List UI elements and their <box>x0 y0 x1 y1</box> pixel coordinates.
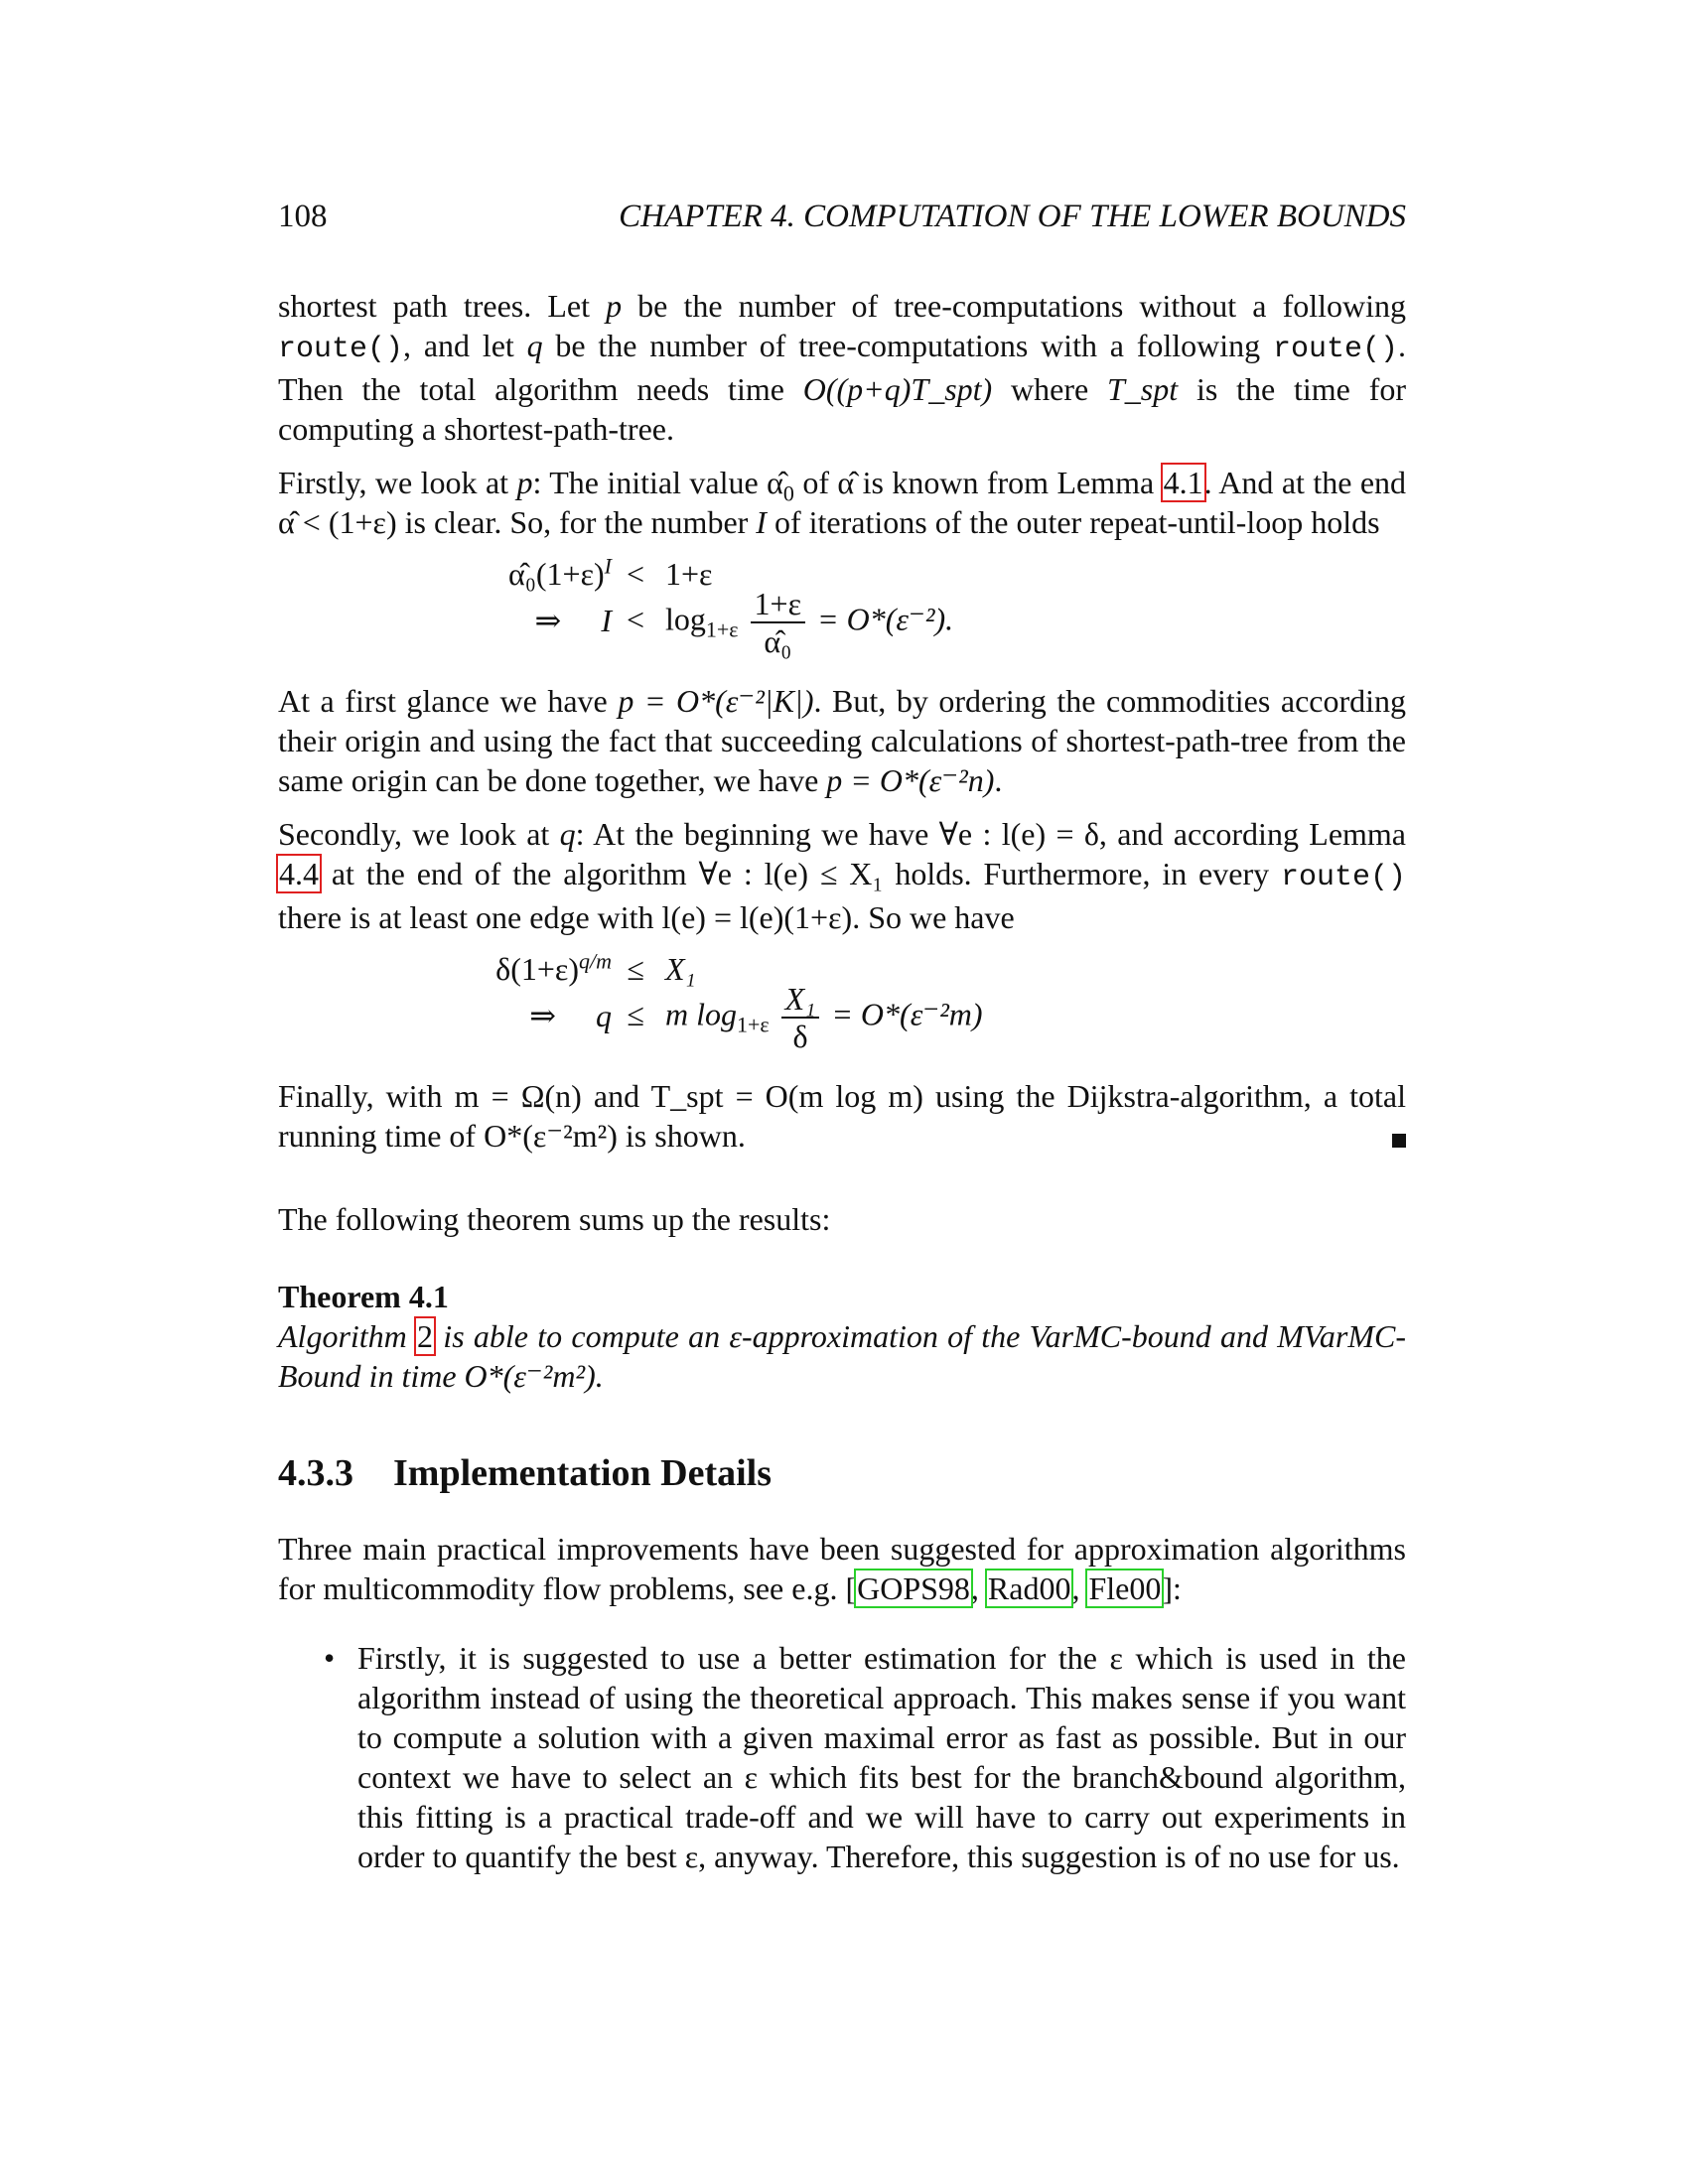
eq-lhs: $\alphâ_0(1+\varepsilon)^I$ <box>507 553 612 592</box>
chapter-title: CHAPTER 4. COMPUTATION OF THE LOWER BOUNDS <box>619 199 1406 234</box>
code-route: route() <box>1272 333 1399 366</box>
text: Three main practical improvements have been suggested for approximation algorithms for multicommodity flow problems, see e.g. [ <box>278 1531 1406 1606</box>
citation-link[interactable]: Rad00 <box>987 1570 1071 1606</box>
paragraph-finally <box>278 1076 1406 1156</box>
math-q: q <box>559 816 576 852</box>
paragraph-first-glance <box>278 681 1406 800</box>
text: is able to compute an ε-approximation of the VarMC-bound and MVarMC-Bound in time O*(ε⁻²m²). <box>278 1318 1407 1394</box>
theorem-title: Theorem 4.1 <box>278 1279 449 1314</box>
text: where <box>992 371 1107 407</box>
improvements-list <box>278 1638 1406 1876</box>
text: of iterations of the outer repeat-until-loop holds <box>766 504 1380 540</box>
paragraph-improvements: Three main practical improvements have been suggested for approximation algorithms for multicommodity flow problems, see e.g. [GOPS98, Rad00, Fle00]: <box>278 1531 1406 1606</box>
subscript: 0 <box>782 480 794 506</box>
fraction: $\frac{1+\varepsilon}{\text{α̂₀}}$ <box>751 586 805 659</box>
math-q: q <box>526 328 543 363</box>
lemma-ref-link[interactable]: 4.4 <box>279 856 319 891</box>
bullet-icon: • <box>324 1640 336 1676</box>
eq-rhs: X₁ <box>665 951 696 987</box>
citation-link[interactable]: Fle00 <box>1088 1570 1162 1606</box>
text: shortest path trees. Let <box>278 288 607 324</box>
section-heading <box>278 1451 1406 1495</box>
eq-relation: < <box>626 602 645 637</box>
text: . But, by ordering the commodities according their origin and using the fact that succeeding calculations of shortest-path-tree from the same origin can be done together, we have <box>278 683 1407 798</box>
paragraph-secondly <box>278 814 1406 937</box>
eq-rhs: $\log_{1+\varepsilon}$ $\frac{1+\varepsilon}{\text{α̂₀}}$ = O*(ε⁻²). <box>665 586 954 659</box>
code-route: route() <box>278 333 404 366</box>
eq-rhs: m $\log_{1+\varepsilon}$ $\frac{\text{X₁}}{\delta}$ = O*(ε⁻²m) <box>665 981 983 1054</box>
text: . Then the total algorithm needs time <box>278 328 1407 407</box>
algorithm-ref-link[interactable]: 2 <box>417 1318 434 1354</box>
paragraph-theorem-intro <box>278 1199 1406 1239</box>
text: be the number of tree-computations with a following <box>542 328 1273 363</box>
running-header <box>278 199 1406 238</box>
list-item-text: Firstly, it is suggested to use a better estimation for the ε which is used in the algorithm instead of using the theoretical approach. This makes sense if you want to compute a solution with a given maximal error as fast as possible. But in our context we have to select an ε which fits best for the branch&bound algorithm, this fitting is a practical trade-off and we will have to carry out experiments in order to quantify the best ε, anyway. Therefore, this suggestion is of no use for us. <box>357 1640 1406 1874</box>
citation-link[interactable]: GOPS98 <box>857 1570 970 1606</box>
text: : The initial value α̂ <box>532 465 783 500</box>
math: p = O*(ε⁻²|K|) <box>618 683 814 719</box>
page-number: 108 <box>278 199 328 234</box>
eq-lhs: ⇒ q <box>529 998 612 1033</box>
math-tspt: T_spt <box>1107 371 1179 407</box>
qed-square-icon <box>1392 1134 1406 1148</box>
eq-relation: ≤ <box>627 997 644 1032</box>
code-route: route() <box>1280 861 1406 894</box>
math-time: O((p+q)T_spt) <box>802 371 993 407</box>
section-number: 4.3.3 <box>278 1452 353 1494</box>
eq-lhs: $\delta(1+\varepsilon)^{q/m}$ <box>495 948 612 987</box>
eq-relation: ≤ <box>627 951 644 987</box>
text: At a first glance we have <box>278 683 619 719</box>
eq-lhs: ⇒ I <box>534 603 612 638</box>
text: . And at the end α̂ < (1+ε) is clear. So, for the number <box>278 465 1407 540</box>
math-p: p <box>606 288 623 324</box>
text: . <box>994 762 1003 798</box>
text: be the number of tree-computations without a following <box>622 288 1407 324</box>
math-p: p <box>516 465 533 500</box>
paragraph-intro <box>278 286 1406 449</box>
text: : At the beginning we have ∀e : l(e) = δ, and according Lemma <box>575 816 1407 852</box>
page-body <box>278 286 1406 1876</box>
math-i: I <box>756 504 767 540</box>
text: Firstly, we look at <box>278 465 517 500</box>
theorem-body <box>278 1316 1406 1396</box>
text: there is at least one edge with l(e) = l(e)(1+ε). So we have <box>278 899 1015 935</box>
lemma-ref-link[interactable]: 4.1 <box>1163 465 1203 500</box>
fraction: $\frac{\text{X₁}}{\delta}$ <box>781 981 820 1054</box>
math: p = O*(ε⁻²n) <box>826 762 995 798</box>
paragraph-firstly <box>278 463 1406 542</box>
eq-relation: < <box>626 556 645 592</box>
text: Algorithm <box>278 1318 417 1354</box>
eq-rhs: 1+ε <box>665 556 713 592</box>
equation-q-bound <box>278 945 1406 1064</box>
text: , and let <box>403 328 527 363</box>
text: at the end of the algorithm ∀e : l(e) ≤ X₁ holds. Furthermore, in every <box>320 856 1281 891</box>
list-item <box>324 1638 1406 1876</box>
text: Secondly, we look at <box>278 816 560 852</box>
text: ]: <box>1162 1570 1182 1606</box>
equation-iterations <box>278 550 1406 669</box>
section-title: Implementation Details <box>393 1452 773 1494</box>
text: Finally, with m = Ω(n) and T_spt = O(m log m) using the Dijkstra-algorithm, a total running time of O*(ε⁻²m²) is shown. <box>278 1078 1406 1154</box>
text: The following theorem sums up the results: <box>278 1201 831 1237</box>
text: of α̂ is known from Lemma <box>793 465 1163 500</box>
text: is the time for computing a shortest-path-tree. <box>278 371 1407 447</box>
